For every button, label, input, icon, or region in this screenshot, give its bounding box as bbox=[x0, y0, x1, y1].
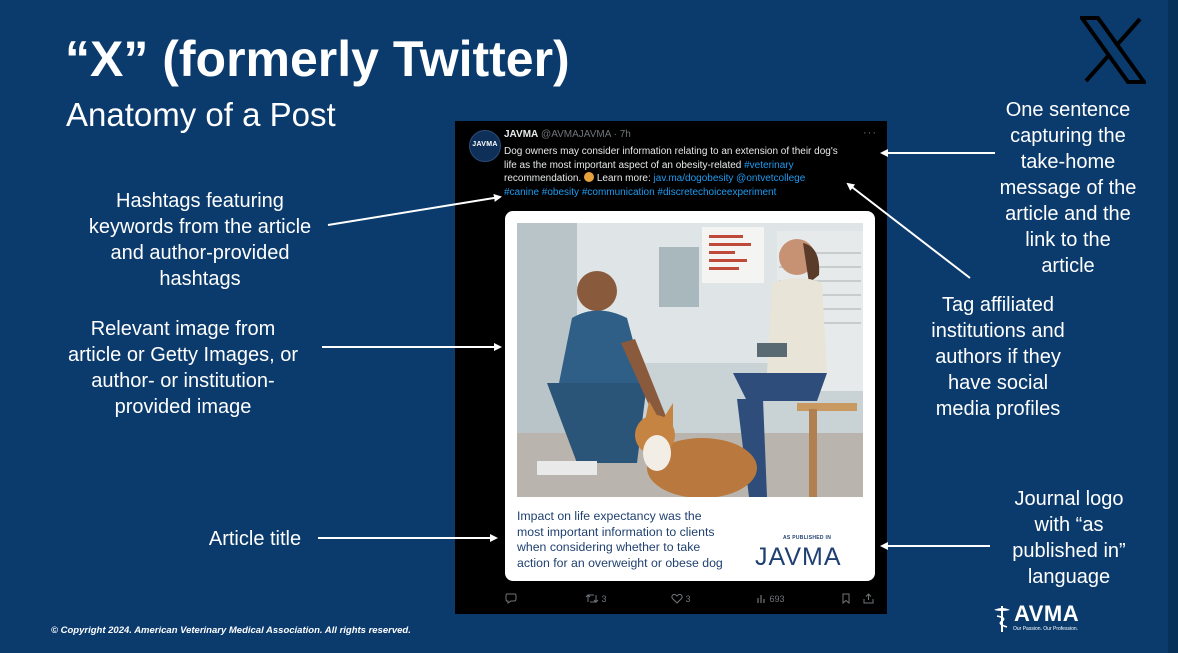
tweet-post bbox=[455, 121, 887, 614]
callout-line: message of the bbox=[999, 177, 1137, 199]
callout-line: article bbox=[1041, 255, 1095, 277]
avatar[interactable] bbox=[469, 130, 501, 162]
callout-tag bbox=[918, 292, 1078, 422]
views-icon bbox=[756, 593, 767, 604]
callout-line: article and the bbox=[1005, 203, 1131, 225]
slide-title: “X” (formerly Twitter) bbox=[65, 31, 570, 87]
callout-line: institutions and bbox=[931, 320, 1065, 342]
published-in-label: AS PUBLISHED IN bbox=[783, 535, 832, 541]
reply-icon bbox=[505, 593, 517, 604]
article-title-line: most important information to clients bbox=[517, 524, 715, 539]
callout-line: and author-provided bbox=[110, 242, 290, 264]
callout-line: Tag affiliated bbox=[942, 294, 1054, 316]
bookmark-icon bbox=[841, 593, 851, 604]
tweet-line bbox=[504, 159, 884, 173]
callout-line: media profiles bbox=[935, 398, 1061, 420]
callout-image bbox=[48, 316, 318, 420]
callout-line: take-home bbox=[1020, 151, 1116, 173]
callout-line: One sentence bbox=[1005, 99, 1131, 121]
tweet-header bbox=[504, 129, 631, 140]
tweet-actions bbox=[503, 593, 883, 605]
callout-line: authors if they bbox=[935, 346, 1061, 368]
retweet-count: 3 bbox=[601, 594, 607, 604]
article-image bbox=[517, 223, 863, 497]
callout-line: author- or institution- bbox=[91, 370, 275, 392]
avatar-label: JAVMA bbox=[472, 141, 498, 148]
retweet-icon bbox=[585, 593, 599, 604]
article-title bbox=[517, 509, 747, 571]
hashtag-link[interactable]: #veterinary bbox=[744, 159, 794, 171]
callout-line: Relevant image from bbox=[90, 318, 276, 340]
callout-line: Hashtags featuring bbox=[116, 190, 284, 212]
callout-line: article or Getty Images, or bbox=[67, 344, 299, 366]
views-button[interactable] bbox=[756, 593, 785, 604]
callout-line: link to the bbox=[1025, 229, 1111, 251]
article-card[interactable] bbox=[505, 211, 875, 581]
tweet-author-name[interactable]: JAVMA bbox=[504, 129, 539, 140]
article-link[interactable]: jav.ma/dogobesity @ontvetcollege bbox=[653, 173, 806, 184]
journal-logo: JAVMA bbox=[755, 543, 842, 571]
tweet-text bbox=[504, 145, 884, 199]
callout-line: hashtags bbox=[159, 268, 241, 290]
tweet-text-segment: recommendation. bbox=[504, 173, 585, 184]
bookmark-button[interactable] bbox=[841, 593, 851, 604]
hashtag-links[interactable]: #canine #obesity #communication #discretechoiceexperiment bbox=[504, 186, 777, 198]
more-options-icon[interactable]: ··· bbox=[863, 127, 877, 139]
article-title-line: Impact on life expectancy was the bbox=[517, 509, 702, 523]
x-logo-icon bbox=[1080, 16, 1146, 84]
retweet-button[interactable] bbox=[585, 593, 607, 604]
callout-line: have social bbox=[947, 372, 1049, 394]
copyright-notice: © Copyright 2024. American Veterinary Medical Association. All rights reserved. bbox=[51, 625, 411, 636]
callout-line: Article title bbox=[208, 528, 302, 550]
callout-line: capturing the bbox=[1010, 125, 1126, 147]
avma-tagline: Our Passion. Our Profession. bbox=[1013, 626, 1079, 632]
callout-line: provided image bbox=[114, 396, 252, 418]
callout-line: published in” bbox=[1012, 540, 1126, 562]
slide-edge bbox=[1168, 0, 1178, 653]
tweet-text-segment: life as the most important aspect of an obesity-related bbox=[504, 159, 745, 171]
like-count: 3 bbox=[685, 594, 691, 604]
share-button[interactable] bbox=[863, 593, 874, 604]
tweet-line bbox=[504, 172, 884, 186]
callout-line: Journal logo bbox=[1014, 488, 1124, 510]
article-title-line: action for an overweight or obese dog bbox=[517, 555, 723, 570]
callout-journal-logo bbox=[994, 486, 1144, 590]
views-count: 693 bbox=[769, 594, 785, 604]
article-title-line: when considering whether to take bbox=[517, 540, 701, 554]
callout-hashtags bbox=[70, 188, 330, 292]
tweet-text-segment: Learn more: bbox=[594, 173, 654, 184]
callout-line: keywords from the article bbox=[88, 216, 312, 238]
tweet-line: Dog owners may consider information relating to an extension of their dog's bbox=[504, 146, 838, 157]
callout-line: with “as bbox=[1034, 514, 1104, 536]
like-icon bbox=[671, 593, 683, 604]
tweet-handle-time: @AVMAJAVMA · 7h bbox=[541, 129, 631, 140]
like-button[interactable] bbox=[671, 593, 691, 604]
dog-face-emoji-icon bbox=[584, 172, 594, 182]
callout-line: language bbox=[1027, 566, 1111, 588]
share-icon bbox=[863, 593, 874, 604]
reply-button[interactable] bbox=[505, 593, 517, 604]
callout-sentence bbox=[988, 97, 1148, 279]
slide-subtitle: Anatomy of a Post bbox=[66, 96, 336, 133]
caduceus-icon bbox=[992, 606, 1012, 632]
callout-article-title bbox=[190, 526, 320, 552]
avma-wordmark: AVMA bbox=[1014, 601, 1080, 626]
